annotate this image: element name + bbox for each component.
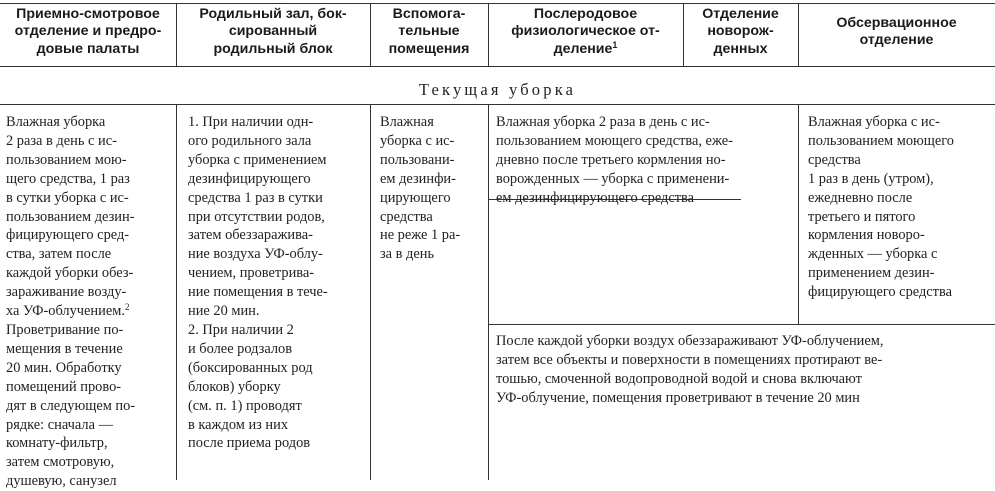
section-title: Текущая уборка [418, 80, 577, 99]
header-reception: Приемно-смотровое отделение и предро- довые палаты [14, 6, 162, 57]
cell-bottom-merged: После каждой уборки воздух обеззараживают УФ-облучением, затем все объекты и поверхности в помещениях протирают ве- тошью, смоченной водопроводной водой и снова включают УФ-облучение, помещения проветривают в течение 20 мин [496, 333, 884, 406]
header-postpartum-label: Послеродовое физиологическое от- деление [511, 6, 660, 57]
cell-divider-rule [488, 324, 995, 325]
footnote-marker-1: 1 [612, 39, 618, 50]
header-delivery-room: Родильный зал, бок- сированный родильный блок [199, 6, 347, 57]
top-rule [0, 3, 995, 4]
cell-delivery-room: 1. При наличии одн- ого родильного зала уборка с применением дезинфицирующего средства 1 раз в сутки при отсутствии родов, затем обеззаражива- ние воздуха УФ-облу- чением, проветрива- ние помещения в тече- ние 20 мин. 2. При наличии 2 и более родзалов (боксированных род блоков) уборку (см. п. 1) проводят в каждом из них после приема родов [188, 114, 328, 452]
cell-postpartum-newborn: Влажная уборка 2 раза в день с ис- пользованием моющего средства, еже- дневно после третьего кормления но- ворожденных — уборка с применени- ем дезинфицирующего средства [496, 114, 733, 206]
body-divider-2 [370, 104, 371, 480]
header-auxiliary: Вспомога- тельные помещения [388, 6, 470, 57]
section-rule [0, 104, 995, 105]
header-postpartum [488, 6, 683, 58]
header-newborn: Отделение новорож- денных [702, 6, 779, 57]
cell-reception [6, 113, 172, 491]
cell-reception-tail: Проветривание по- мещения в течение 20 мин. Обработку помещений прово- дят в следующем по- рядке: сначала — комнату-фильтр, затем смотровую, душевую, санузел [6, 321, 136, 490]
cell-reception-main: Влажная уборка 2 раза в день с ис- пользованием мою- щего средства, 1 раз в сутки уборка с ис- пользованием дезин- фицирующего сред- ства, затем после каждой уборки обез- зараживание возду- ха УФ-облучением. [6, 114, 135, 320]
header-observation: Обсервационное отделение [836, 15, 957, 49]
footnote-marker-2: 2 [124, 302, 130, 313]
body-divider-1 [176, 104, 177, 480]
cell-auxiliary: Влажная уборка с ис- пользовани- ем дезинфи- цирующего средства не реже 1 ра- за в день [380, 114, 461, 263]
header-rule [0, 66, 995, 67]
body-divider-3 [488, 104, 489, 480]
cell-observation: Влажная уборка с ис- пользованием моющего средства 1 раз в день (утром), ежедневно после третьего и пятого кормления новоро- жденных — уборка с применением дезин- фицирующего средства [808, 114, 954, 301]
body-divider-5 [798, 104, 799, 324]
